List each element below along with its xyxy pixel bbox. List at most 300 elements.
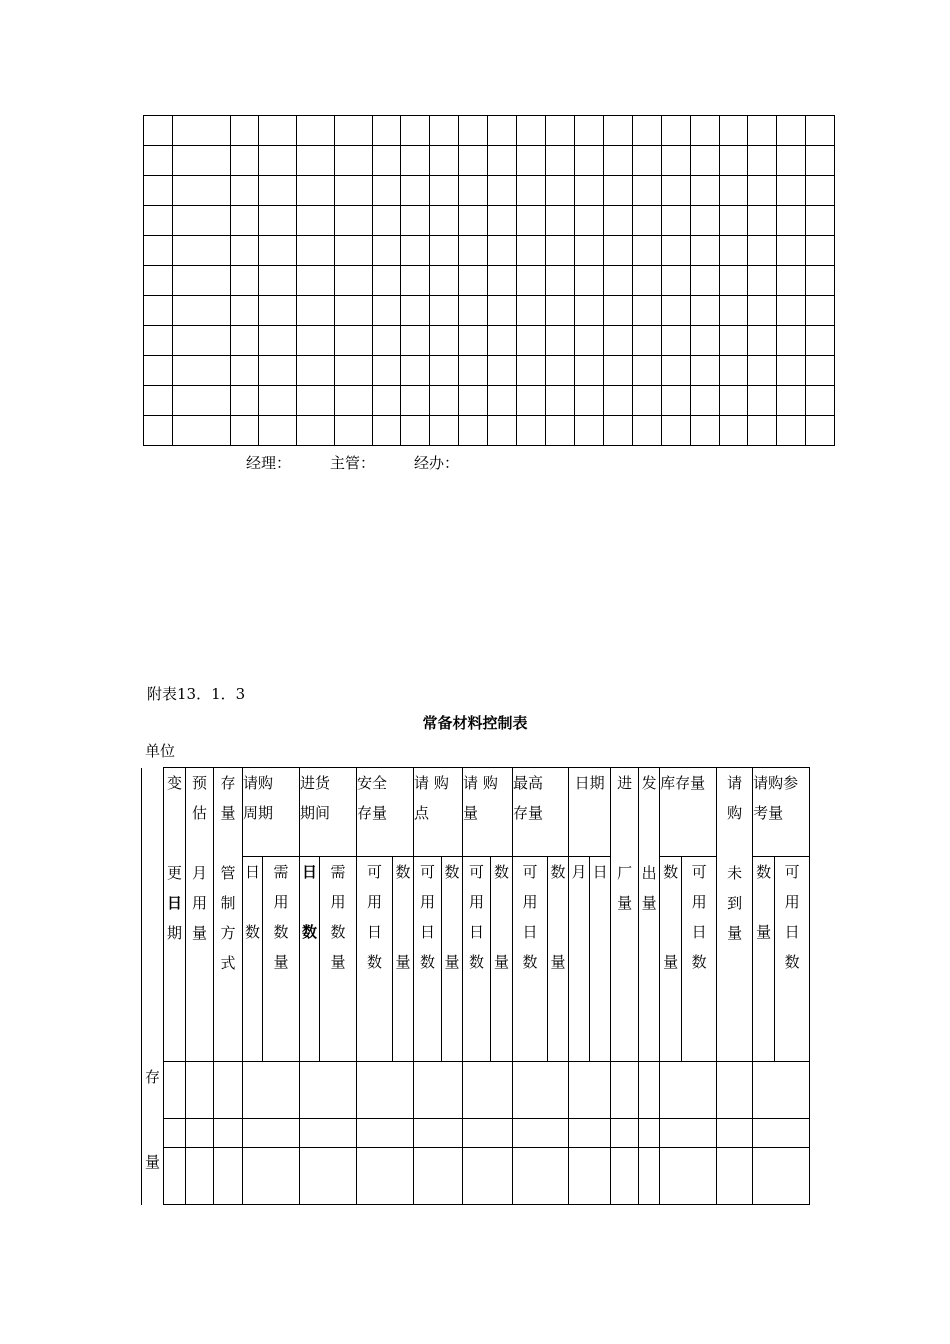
header-incoming-char: 厂: [617, 864, 633, 882]
grid-cell[interactable]: [488, 236, 517, 266]
grid-cell[interactable]: [335, 266, 373, 296]
grid-cell[interactable]: [517, 206, 546, 236]
grid-cell[interactable]: [459, 266, 488, 296]
grid-cell[interactable]: [297, 356, 335, 386]
grid-cell[interactable]: [144, 206, 173, 236]
grid-cell[interactable]: [297, 236, 335, 266]
grid-cell[interactable]: [459, 116, 488, 146]
grid-cell[interactable]: [720, 326, 748, 356]
grid-cell[interactable]: [691, 116, 720, 146]
grid-cell[interactable]: [401, 236, 430, 266]
grid-cell[interactable]: [173, 236, 231, 266]
grid-cell[interactable]: [720, 416, 748, 446]
header-incoming-char: [611, 828, 638, 858]
grid-cell[interactable]: [748, 206, 777, 236]
grid-cell[interactable]: [231, 386, 259, 416]
header-stock-mgmt-char: 管: [220, 864, 236, 882]
grid-cell[interactable]: [691, 206, 720, 236]
grid-cell[interactable]: [662, 296, 691, 326]
grid-cell[interactable]: [777, 266, 806, 296]
grid-cell[interactable]: [575, 236, 604, 266]
grid-cell[interactable]: [662, 356, 691, 386]
header-order-ref: 请购参 考量: [753, 768, 810, 857]
grid-cell[interactable]: [488, 326, 517, 356]
header-est-monthly-char: 估: [191, 804, 207, 822]
grid-cell[interactable]: [691, 326, 720, 356]
data-row: [142, 1148, 810, 1205]
grid-cell[interactable]: [459, 176, 488, 206]
grid-cell[interactable]: [401, 386, 430, 416]
grid-cell[interactable]: [297, 146, 335, 176]
grid-cell[interactable]: [401, 146, 430, 176]
grid-cell[interactable]: [546, 416, 575, 446]
grid-cell[interactable]: [517, 356, 546, 386]
grid-cell[interactable]: [662, 386, 691, 416]
grid-cell[interactable]: [173, 176, 231, 206]
grid-cell[interactable]: [297, 386, 335, 416]
grid-cell[interactable]: [604, 116, 633, 146]
sub-safety-qty: 数 量: [393, 857, 414, 1062]
grid-cell[interactable]: [633, 116, 662, 146]
grid-cell[interactable]: [231, 326, 259, 356]
header-incoming-char: 量: [617, 894, 633, 912]
material-control-table: [141, 767, 810, 1205]
grid-cell[interactable]: [517, 266, 546, 296]
sub-safety-days: 可 用 日 数: [357, 857, 393, 1062]
grid-cell[interactable]: [720, 116, 748, 146]
grid-cell[interactable]: [748, 296, 777, 326]
grid-cell[interactable]: [488, 206, 517, 236]
grid-cell[interactable]: [401, 326, 430, 356]
header-issued-char: 发: [641, 774, 657, 792]
grid-cell[interactable]: [173, 416, 231, 446]
grid-cell[interactable]: [546, 236, 575, 266]
grid-cell[interactable]: [373, 416, 401, 446]
grid-cell[interactable]: [173, 146, 231, 176]
grid-cell[interactable]: [430, 176, 459, 206]
grid-cell[interactable]: [777, 386, 806, 416]
header-purchase-cycle: 请购 周期: [243, 768, 300, 857]
grid-cell[interactable]: [297, 416, 335, 446]
grid-cell[interactable]: [517, 296, 546, 326]
grid-cell[interactable]: [173, 266, 231, 296]
grid-cell[interactable]: [173, 296, 231, 326]
grid-cell[interactable]: [720, 236, 748, 266]
grid-cell[interactable]: [488, 416, 517, 446]
grid-cell[interactable]: [401, 176, 430, 206]
grid-cell[interactable]: [335, 326, 373, 356]
grid-cell[interactable]: [748, 116, 777, 146]
grid-cell[interactable]: [604, 236, 633, 266]
grid-cell[interactable]: [662, 416, 691, 446]
grid-cell[interactable]: [748, 326, 777, 356]
grid-cell[interactable]: [373, 146, 401, 176]
grid-cell[interactable]: [662, 266, 691, 296]
grid-cell[interactable]: [691, 356, 720, 386]
grid-row: [144, 146, 835, 176]
header-order-qty: 请 购 量: [463, 768, 513, 857]
grid-cell[interactable]: [231, 176, 259, 206]
header-incoming-char: [611, 798, 638, 828]
sub-purchase-cycle-days: 日 数: [243, 857, 263, 1062]
grid-cell[interactable]: [662, 326, 691, 356]
grid-cell[interactable]: [335, 206, 373, 236]
grid-cell[interactable]: [777, 146, 806, 176]
header-change-date-char: 变: [166, 774, 182, 792]
grid-cell[interactable]: [459, 416, 488, 446]
header-pending-char: 量: [727, 924, 743, 942]
grid-cell[interactable]: [430, 236, 459, 266]
grid-cell[interactable]: [748, 416, 777, 446]
grid-cell[interactable]: [604, 146, 633, 176]
grid-cell[interactable]: [488, 116, 517, 146]
header-inventory: 库存量: [660, 768, 717, 857]
grid-cell[interactable]: [231, 266, 259, 296]
grid-cell[interactable]: [488, 386, 517, 416]
grid-cell[interactable]: [604, 266, 633, 296]
grid-cell[interactable]: [806, 266, 835, 296]
grid-cell[interactable]: [459, 296, 488, 326]
grid-cell[interactable]: [633, 326, 662, 356]
grid-cell[interactable]: [335, 236, 373, 266]
grid-cell[interactable]: [546, 266, 575, 296]
header-issued-char: 出: [641, 864, 657, 882]
grid-cell[interactable]: [517, 236, 546, 266]
grid-cell[interactable]: [662, 236, 691, 266]
grid-cell[interactable]: [231, 116, 259, 146]
grid-cell[interactable]: [720, 266, 748, 296]
grid-cell[interactable]: [173, 386, 231, 416]
grid-cell[interactable]: [144, 326, 173, 356]
grid-cell[interactable]: [401, 266, 430, 296]
grid-cell[interactable]: [401, 116, 430, 146]
grid-cell[interactable]: [488, 266, 517, 296]
grid-cell[interactable]: [517, 176, 546, 206]
header-pending-char: 到: [727, 894, 743, 912]
grid-cell[interactable]: [720, 296, 748, 326]
header-change-date-char: [164, 828, 185, 858]
grid-cell[interactable]: [748, 356, 777, 386]
grid-cell[interactable]: [259, 176, 297, 206]
grid-cell[interactable]: [335, 416, 373, 446]
grid-cell[interactable]: [459, 386, 488, 416]
header-stock-mgmt: [214, 768, 243, 1062]
grid-cell[interactable]: [173, 356, 231, 386]
grid-cell[interactable]: [430, 206, 459, 236]
grid-cell[interactable]: [691, 266, 720, 296]
grid-cell[interactable]: [430, 296, 459, 326]
grid-cell[interactable]: [231, 146, 259, 176]
grid-cell[interactable]: [259, 386, 297, 416]
header-est-monthly-char: 月: [191, 864, 207, 882]
grid-cell[interactable]: [335, 386, 373, 416]
grid-row: [144, 356, 835, 386]
grid-cell[interactable]: [259, 296, 297, 326]
grid-cell[interactable]: [517, 326, 546, 356]
grid-cell[interactable]: [144, 176, 173, 206]
header-est-monthly: [186, 768, 214, 1062]
grid-cell[interactable]: [401, 296, 430, 326]
grid-cell[interactable]: [604, 206, 633, 236]
grid-cell[interactable]: [604, 356, 633, 386]
grid-cell[interactable]: [777, 116, 806, 146]
grid-cell[interactable]: [297, 296, 335, 326]
grid-cell[interactable]: [373, 296, 401, 326]
grid-cell[interactable]: [546, 116, 575, 146]
header-change-date-char: 期: [166, 924, 182, 942]
header-issued-char: [639, 828, 659, 858]
grid-row: [144, 236, 835, 266]
grid-row: [144, 206, 835, 236]
grid-cell[interactable]: [430, 356, 459, 386]
grid-cell[interactable]: [173, 116, 231, 146]
header-stock-mgmt-char: 制: [220, 894, 236, 912]
grid-cell[interactable]: [575, 296, 604, 326]
grid-cell[interactable]: [259, 236, 297, 266]
grid-cell[interactable]: [373, 236, 401, 266]
grid-cell[interactable]: [488, 146, 517, 176]
grid-cell[interactable]: [777, 326, 806, 356]
grid-cell[interactable]: [806, 356, 835, 386]
grid-cell[interactable]: [691, 386, 720, 416]
grid-cell[interactable]: [297, 116, 335, 146]
grid-cell[interactable]: [373, 176, 401, 206]
grid-cell[interactable]: [806, 416, 835, 446]
grid-cell[interactable]: [297, 176, 335, 206]
grid-cell[interactable]: [517, 416, 546, 446]
grid-cell[interactable]: [488, 296, 517, 326]
grid-cell[interactable]: [633, 176, 662, 206]
header-reorder-point: 请 购 点: [414, 768, 463, 857]
grid-cell[interactable]: [806, 206, 835, 236]
grid-cell[interactable]: [806, 146, 835, 176]
side-label-cell: [142, 768, 164, 1205]
grid-cell[interactable]: [691, 416, 720, 446]
handler-signature-label: 经办：: [414, 454, 460, 472]
grid-cell[interactable]: [691, 176, 720, 206]
grid-cell[interactable]: [777, 296, 806, 326]
grid-cell[interactable]: [517, 146, 546, 176]
grid-cell[interactable]: [575, 176, 604, 206]
grid-cell[interactable]: [575, 146, 604, 176]
grid-cell[interactable]: [806, 326, 835, 356]
grid-cell[interactable]: [748, 386, 777, 416]
grid-cell[interactable]: [335, 176, 373, 206]
grid-cell[interactable]: [604, 176, 633, 206]
grid-cell[interactable]: [459, 146, 488, 176]
grid-cell[interactable]: [259, 116, 297, 146]
grid-cell[interactable]: [144, 236, 173, 266]
grid-cell[interactable]: [633, 356, 662, 386]
grid-cell[interactable]: [231, 296, 259, 326]
grid-cell[interactable]: [575, 416, 604, 446]
sub-max-days: 可 用 日 数: [513, 857, 548, 1062]
grid-cell[interactable]: [633, 386, 662, 416]
grid-cell[interactable]: [777, 176, 806, 206]
grid-cell[interactable]: [546, 146, 575, 176]
grid-cell[interactable]: [720, 356, 748, 386]
grid-cell[interactable]: [604, 416, 633, 446]
header-change-date-char: 更: [166, 864, 182, 882]
grid-cell[interactable]: [575, 266, 604, 296]
grid-cell[interactable]: [633, 296, 662, 326]
grid-cell[interactable]: [430, 266, 459, 296]
grid-cell[interactable]: [373, 326, 401, 356]
grid-cell[interactable]: [373, 356, 401, 386]
grid-cell[interactable]: [488, 356, 517, 386]
grid-cell[interactable]: [459, 356, 488, 386]
header-issued-char: 量: [641, 894, 657, 912]
grid-cell[interactable]: [231, 236, 259, 266]
header-stock-mgmt-char: 方: [220, 924, 236, 942]
header-stock-mgmt-char: [214, 828, 242, 858]
grid-cell[interactable]: [430, 116, 459, 146]
grid-cell[interactable]: [546, 296, 575, 326]
grid-cell[interactable]: [748, 146, 777, 176]
grid-cell[interactable]: [575, 356, 604, 386]
grid-cell[interactable]: [373, 116, 401, 146]
grid-cell[interactable]: [144, 386, 173, 416]
appendix-label: 附表13．1．3: [147, 685, 246, 703]
grid-cell[interactable]: [806, 176, 835, 206]
grid-cell[interactable]: [662, 146, 691, 176]
grid-cell[interactable]: [720, 206, 748, 236]
grid-cell[interactable]: [546, 326, 575, 356]
grid-cell[interactable]: [604, 386, 633, 416]
grid-cell[interactable]: [231, 356, 259, 386]
grid-cell[interactable]: [517, 386, 546, 416]
grid-cell[interactable]: [662, 206, 691, 236]
grid-cell[interactable]: [459, 236, 488, 266]
header-pending-char: 购: [727, 804, 743, 822]
grid-cell[interactable]: [604, 326, 633, 356]
header-change-date: [164, 768, 186, 1062]
grid-cell[interactable]: [144, 356, 173, 386]
grid-cell[interactable]: [459, 326, 488, 356]
grid-cell[interactable]: [259, 266, 297, 296]
grid-cell[interactable]: [777, 416, 806, 446]
grid-cell[interactable]: [546, 386, 575, 416]
sub-date-month: 月: [569, 857, 590, 1062]
grid-cell[interactable]: [173, 326, 231, 356]
grid-cell[interactable]: [633, 416, 662, 446]
grid-cell[interactable]: [720, 386, 748, 416]
grid-cell[interactable]: [662, 176, 691, 206]
grid-cell[interactable]: [691, 296, 720, 326]
grid-cell[interactable]: [806, 386, 835, 416]
grid-cell[interactable]: [546, 176, 575, 206]
sub-delivery-need-qty: 需 用 数 量: [320, 857, 357, 1062]
data-row: [142, 1119, 810, 1148]
grid-cell[interactable]: [373, 206, 401, 236]
grid-cell[interactable]: [144, 146, 173, 176]
grid-cell[interactable]: [777, 356, 806, 386]
grid-cell[interactable]: [546, 356, 575, 386]
grid-cell[interactable]: [691, 236, 720, 266]
grid-cell[interactable]: [633, 206, 662, 236]
grid-cell[interactable]: [173, 206, 231, 236]
grid-cell[interactable]: [259, 356, 297, 386]
header-incoming: [611, 768, 639, 1062]
grid-cell[interactable]: [144, 296, 173, 326]
grid-row: [144, 416, 835, 446]
header-stock-mgmt-char: 量: [220, 804, 236, 822]
grid-row: [144, 326, 835, 356]
grid-cell[interactable]: [373, 266, 401, 296]
grid-cell[interactable]: [401, 416, 430, 446]
grid-cell[interactable]: [720, 176, 748, 206]
grid-cell[interactable]: [259, 326, 297, 356]
grid-cell[interactable]: [777, 206, 806, 236]
header-safety-stock: 安全 存量: [357, 768, 414, 857]
grid-cell[interactable]: [259, 206, 297, 236]
manager-signature-label: 经理：: [246, 454, 292, 472]
grid-cell[interactable]: [297, 266, 335, 296]
grid-cell[interactable]: [517, 116, 546, 146]
grid-cell[interactable]: [575, 116, 604, 146]
sub-order-ref-qty: 数 量: [753, 857, 775, 1062]
grid-cell[interactable]: [748, 176, 777, 206]
grid-cell[interactable]: [575, 206, 604, 236]
grid-cell[interactable]: [806, 116, 835, 146]
grid-cell[interactable]: [575, 326, 604, 356]
grid-cell[interactable]: [691, 146, 720, 176]
grid-cell[interactable]: [401, 356, 430, 386]
grid-cell[interactable]: [604, 296, 633, 326]
grid-cell[interactable]: [430, 146, 459, 176]
grid-cell[interactable]: [430, 386, 459, 416]
grid-cell[interactable]: [144, 266, 173, 296]
grid-cell[interactable]: [748, 266, 777, 296]
grid-cell[interactable]: [259, 146, 297, 176]
grid-cell[interactable]: [430, 416, 459, 446]
grid-cell[interactable]: [297, 326, 335, 356]
grid-cell[interactable]: [335, 296, 373, 326]
grid-cell[interactable]: [401, 206, 430, 236]
grid-cell[interactable]: [335, 116, 373, 146]
grid-cell[interactable]: [430, 326, 459, 356]
grid-cell[interactable]: [144, 416, 173, 446]
grid-cell[interactable]: [662, 116, 691, 146]
grid-cell[interactable]: [231, 206, 259, 236]
grid-cell[interactable]: [546, 206, 575, 236]
grid-cell[interactable]: [777, 236, 806, 266]
side-label-top: 存: [144, 1067, 160, 1086]
data-row: [142, 1062, 810, 1119]
grid-cell[interactable]: [459, 206, 488, 236]
grid-cell[interactable]: [748, 236, 777, 266]
grid-cell[interactable]: [335, 146, 373, 176]
header-est-monthly-char: [186, 828, 213, 858]
grid-cell[interactable]: [806, 236, 835, 266]
grid-cell[interactable]: [575, 386, 604, 416]
grid-cell[interactable]: [231, 416, 259, 446]
grid-cell[interactable]: [297, 206, 335, 236]
sub-order-ref-days: 可 用 日 数: [775, 857, 810, 1062]
grid-cell[interactable]: [488, 176, 517, 206]
grid-cell[interactable]: [720, 146, 748, 176]
grid-cell[interactable]: [633, 236, 662, 266]
grid-cell[interactable]: [633, 266, 662, 296]
grid-cell[interactable]: [335, 356, 373, 386]
grid-cell[interactable]: [806, 296, 835, 326]
grid-cell[interactable]: [259, 416, 297, 446]
grid-cell[interactable]: [144, 116, 173, 146]
sub-inventory-days: 可 用 日 数: [682, 857, 717, 1062]
grid-cell[interactable]: [633, 146, 662, 176]
grid-cell[interactable]: [373, 386, 401, 416]
sub-max-qty: 数 量: [548, 857, 569, 1062]
